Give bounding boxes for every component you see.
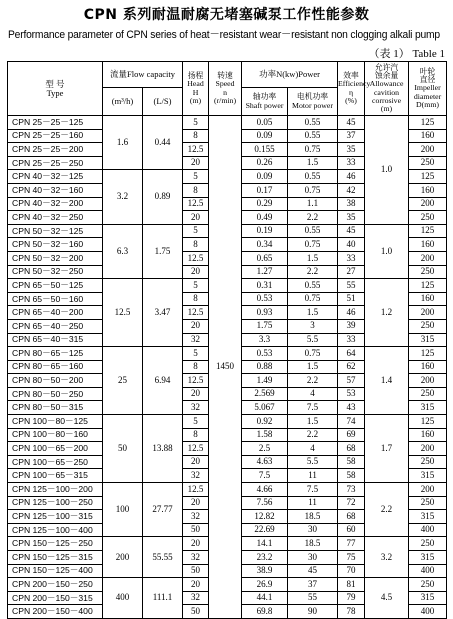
cell-shaft-power: 5.067: [242, 401, 288, 415]
header-speed: 转速 Speed n (r/min): [209, 62, 242, 116]
cell-motor-power: 0.55: [288, 224, 338, 238]
cell-motor-power: 0.75: [288, 183, 338, 197]
cell-shaft-power: 1.75: [242, 319, 288, 333]
cell-impeller: 200: [409, 442, 447, 456]
header-type: 型 号 Type: [8, 62, 103, 116]
cell-shaft-power: 23.2: [242, 551, 288, 565]
cell-speed: 1450: [209, 116, 242, 619]
cell-motor-power: 7.5: [288, 401, 338, 415]
cell-head: 5: [183, 224, 209, 238]
cell-motor-power: 2.2: [288, 265, 338, 279]
cell-flow-ls: 27.77: [143, 483, 183, 537]
cell-efficiency: 62: [338, 360, 365, 374]
cell-shaft-power: 1.27: [242, 265, 288, 279]
cell-efficiency: 78: [338, 605, 365, 619]
cell-motor-power: 37: [288, 578, 338, 592]
cell-shaft-power: 26.9: [242, 578, 288, 592]
cell-shaft-power: 2.5: [242, 442, 288, 456]
cell-shaft-power: 12.82: [242, 510, 288, 524]
cell-efficiency: 77: [338, 537, 365, 551]
cell-impeller: 160: [409, 292, 447, 306]
cell-type: CPN 40－32－200: [8, 197, 103, 211]
cell-impeller: 200: [409, 306, 447, 320]
cell-impeller: 250: [409, 578, 447, 592]
cell-type: CPN 65－40－315: [8, 333, 103, 347]
cell-motor-power: 1.1: [288, 197, 338, 211]
cell-shaft-power: 0.09: [242, 129, 288, 143]
cell-flow-m3h: 12.5: [103, 279, 143, 347]
header-efficiency: 效率 Efficiency η (%): [338, 62, 365, 116]
cell-shaft-power: 7.5: [242, 469, 288, 483]
cell-impeller: 315: [409, 469, 447, 483]
cell-motor-power: 2.2: [288, 428, 338, 442]
cell-impeller: 200: [409, 197, 447, 211]
cell-type: CPN 25－25－160: [8, 129, 103, 143]
cell-motor-power: 45: [288, 564, 338, 578]
cell-type: CPN 80－65－125: [8, 347, 103, 361]
cell-head: 8: [183, 238, 209, 252]
cell-motor-power: 2.2: [288, 374, 338, 388]
page-subtitle: Performance parameter of CPN series of heat－resistant wear－resistant non clogging alkali pump: [8, 29, 440, 41]
cell-head: 12.5: [183, 306, 209, 320]
cell-efficiency: 51: [338, 292, 365, 306]
cell-impeller: 160: [409, 428, 447, 442]
cell-npsh: 1.4: [365, 347, 409, 415]
cell-head: 32: [183, 333, 209, 347]
cell-efficiency: 46: [338, 170, 365, 184]
cell-type: CPN 80－50－200: [8, 374, 103, 388]
cell-efficiency: 81: [338, 578, 365, 592]
cell-motor-power: 18.5: [288, 537, 338, 551]
cell-shaft-power: 69.8: [242, 605, 288, 619]
cell-efficiency: 27: [338, 265, 365, 279]
cell-type: CPN 200－150－250: [8, 578, 103, 592]
cell-type: CPN 50－32－200: [8, 251, 103, 265]
cell-head: 32: [183, 401, 209, 415]
cell-type: CPN 40－32－250: [8, 211, 103, 225]
header-shaft-power: 轴功率 Shaft power: [242, 88, 288, 116]
cell-efficiency: 74: [338, 415, 365, 429]
cell-impeller: 125: [409, 224, 447, 238]
cell-type: CPN 125－100－400: [8, 523, 103, 537]
cell-shaft-power: 0.155: [242, 143, 288, 157]
cell-shaft-power: 0.17: [242, 183, 288, 197]
header-impeller: 叶轮 直径 Impeller diameter D(mm): [409, 62, 447, 116]
cell-efficiency: 58: [338, 469, 365, 483]
cell-npsh: 1.0: [365, 116, 409, 225]
cell-efficiency: 73: [338, 483, 365, 497]
cell-impeller: 160: [409, 238, 447, 252]
cell-shaft-power: 0.92: [242, 415, 288, 429]
cell-type: CPN 50－32－125: [8, 224, 103, 238]
table-number: （表 1） Table 1: [368, 48, 445, 60]
cell-type: CPN 80－50－250: [8, 387, 103, 401]
header-power: 功率N(kw)Power: [242, 62, 338, 88]
table-body: [8, 116, 447, 619]
cell-shaft-power: 1.58: [242, 428, 288, 442]
cell-type: CPN 65－50－160: [8, 292, 103, 306]
cell-impeller: 200: [409, 143, 447, 157]
cell-head: 20: [183, 319, 209, 333]
header-flow-m3h: (m³/h): [103, 88, 143, 116]
cell-motor-power: 11: [288, 496, 338, 510]
cell-shaft-power: 0.53: [242, 292, 288, 306]
cell-efficiency: 55: [338, 279, 365, 293]
cell-type: CPN 100－80－160: [8, 428, 103, 442]
cell-shaft-power: 0.26: [242, 156, 288, 170]
cell-impeller: 250: [409, 496, 447, 510]
cell-shaft-power: 4.63: [242, 455, 288, 469]
cell-efficiency: 35: [338, 143, 365, 157]
cell-shaft-power: 0.29: [242, 197, 288, 211]
cell-impeller: 125: [409, 347, 447, 361]
cell-shaft-power: 2.569: [242, 387, 288, 401]
cell-impeller: 160: [409, 129, 447, 143]
cell-flow-ls: 3.47: [143, 279, 183, 347]
cell-head: 5: [183, 170, 209, 184]
cell-head: 50: [183, 523, 209, 537]
cell-flow-ls: 1.75: [143, 224, 183, 278]
cell-motor-power: 0.75: [288, 143, 338, 157]
cell-efficiency: 58: [338, 455, 365, 469]
cell-head: 20: [183, 496, 209, 510]
cell-impeller: 315: [409, 401, 447, 415]
cell-motor-power: 0.55: [288, 129, 338, 143]
cell-efficiency: 37: [338, 129, 365, 143]
cell-impeller: 315: [409, 591, 447, 605]
cell-type: CPN 50－32－160: [8, 238, 103, 252]
cell-impeller: 200: [409, 374, 447, 388]
cell-head: 8: [183, 292, 209, 306]
cell-head: 50: [183, 564, 209, 578]
cell-type: CPN 25－25－125: [8, 116, 103, 130]
cell-shaft-power: 1.49: [242, 374, 288, 388]
cell-npsh: 1.2: [365, 279, 409, 347]
cell-head: 12.5: [183, 251, 209, 265]
cell-npsh: 2.2: [365, 483, 409, 537]
cell-motor-power: 0.55: [288, 279, 338, 293]
cell-shaft-power: 0.05: [242, 116, 288, 130]
cell-efficiency: 33: [338, 156, 365, 170]
cell-motor-power: 1.5: [288, 156, 338, 170]
header-motor-power: 电机功率 Motor power: [288, 88, 338, 116]
cell-head: 5: [183, 415, 209, 429]
cell-impeller: 250: [409, 211, 447, 225]
cell-head: 12.5: [183, 442, 209, 456]
cell-shaft-power: 7.56: [242, 496, 288, 510]
cell-type: CPN 100－80－125: [8, 415, 103, 429]
cell-impeller: 315: [409, 510, 447, 524]
cell-impeller: 250: [409, 265, 447, 279]
cell-head: 20: [183, 156, 209, 170]
cell-efficiency: 39: [338, 319, 365, 333]
cell-head: 20: [183, 578, 209, 592]
cell-shaft-power: 0.34: [242, 238, 288, 252]
cell-efficiency: 42: [338, 183, 365, 197]
cell-head: 5: [183, 347, 209, 361]
cell-type: CPN 150－125－400: [8, 564, 103, 578]
cell-flow-m3h: 200: [103, 537, 143, 578]
table-row: [8, 116, 447, 130]
cell-head: 20: [183, 387, 209, 401]
cell-npsh: 3.2: [365, 537, 409, 578]
cell-shaft-power: 3.3: [242, 333, 288, 347]
cell-impeller: 125: [409, 170, 447, 184]
cell-impeller: 160: [409, 360, 447, 374]
cell-shaft-power: 0.88: [242, 360, 288, 374]
cell-impeller: 125: [409, 279, 447, 293]
cell-shaft-power: 0.19: [242, 224, 288, 238]
cell-type: CPN 100－65－250: [8, 455, 103, 469]
cell-motor-power: 7.5: [288, 483, 338, 497]
cell-type: CPN 100－65－200: [8, 442, 103, 456]
cell-motor-power: 4: [288, 387, 338, 401]
cell-type: CPN 150－125－250: [8, 537, 103, 551]
cell-efficiency: 72: [338, 496, 365, 510]
cell-npsh: 1.7: [365, 415, 409, 483]
cell-flow-ls: 0.44: [143, 116, 183, 170]
cell-type: CPN 65－50－125: [8, 279, 103, 293]
cell-head: 20: [183, 211, 209, 225]
cell-type: CPN 80－65－160: [8, 360, 103, 374]
performance-table: [7, 61, 447, 619]
cell-impeller: 250: [409, 537, 447, 551]
cell-shaft-power: 14.1: [242, 537, 288, 551]
cell-efficiency: 40: [338, 238, 365, 252]
cell-head: 32: [183, 591, 209, 605]
cell-type: CPN 150－125－315: [8, 551, 103, 565]
cell-head: 32: [183, 551, 209, 565]
cell-impeller: 200: [409, 251, 447, 265]
cell-motor-power: 3: [288, 319, 338, 333]
cell-type: CPN 80－50－315: [8, 401, 103, 415]
cell-motor-power: 5.5: [288, 455, 338, 469]
cell-motor-power: 1.5: [288, 251, 338, 265]
header-head: 扬程 Head H (m): [183, 62, 209, 116]
cell-flow-m3h: 3.2: [103, 170, 143, 224]
header-npsh: 允许汽 蚀余量 Allowance cavition corrosive (m): [365, 62, 409, 116]
cell-motor-power: 5.5: [288, 333, 338, 347]
cell-head: 32: [183, 510, 209, 524]
cell-shaft-power: 0.93: [242, 306, 288, 320]
cell-motor-power: 0.55: [288, 170, 338, 184]
cell-type: CPN 200－150－400: [8, 605, 103, 619]
cell-flow-ls: 111.1: [143, 578, 183, 619]
cell-flow-ls: 0.89: [143, 170, 183, 224]
cell-impeller: 315: [409, 551, 447, 565]
cell-efficiency: 33: [338, 251, 365, 265]
cell-head: 12.5: [183, 374, 209, 388]
cell-impeller: 315: [409, 333, 447, 347]
cell-shaft-power: 4.66: [242, 483, 288, 497]
cell-impeller: 125: [409, 116, 447, 130]
cell-shaft-power: 38.9: [242, 564, 288, 578]
header-flow: 流量Flow capacity: [103, 62, 183, 88]
cell-motor-power: 18.5: [288, 510, 338, 524]
cell-motor-power: 30: [288, 551, 338, 565]
cell-efficiency: 75: [338, 551, 365, 565]
cell-motor-power: 55: [288, 591, 338, 605]
cell-efficiency: 70: [338, 564, 365, 578]
cell-efficiency: 45: [338, 116, 365, 130]
cell-shaft-power: 0.09: [242, 170, 288, 184]
cell-head: 12.5: [183, 143, 209, 157]
cell-head: 8: [183, 129, 209, 143]
cell-motor-power: 0.75: [288, 292, 338, 306]
cell-head: 5: [183, 116, 209, 130]
cell-type: CPN 100－65－315: [8, 469, 103, 483]
cell-type: CPN 125－100－315: [8, 510, 103, 524]
cell-npsh: 4.5: [365, 578, 409, 619]
cell-impeller: 400: [409, 523, 447, 537]
cell-motor-power: 1.5: [288, 360, 338, 374]
cell-efficiency: 33: [338, 333, 365, 347]
cell-impeller: 400: [409, 564, 447, 578]
cell-efficiency: 46: [338, 306, 365, 320]
cell-efficiency: 43: [338, 401, 365, 415]
cell-shaft-power: 0.31: [242, 279, 288, 293]
cell-impeller: 250: [409, 387, 447, 401]
cell-motor-power: 1.5: [288, 306, 338, 320]
cell-flow-m3h: 1.6: [103, 116, 143, 170]
cell-motor-power: 30: [288, 523, 338, 537]
cell-head: 20: [183, 537, 209, 551]
cell-type: CPN 50－32－250: [8, 265, 103, 279]
cell-motor-power: 4: [288, 442, 338, 456]
header-flow-ls: (L/S): [143, 88, 183, 116]
cell-efficiency: 68: [338, 510, 365, 524]
cell-impeller: 125: [409, 415, 447, 429]
cell-shaft-power: 44.1: [242, 591, 288, 605]
cell-efficiency: 57: [338, 374, 365, 388]
cell-motor-power: 0.75: [288, 347, 338, 361]
cell-motor-power: 0.75: [288, 238, 338, 252]
cell-flow-m3h: 6.3: [103, 224, 143, 278]
cell-type: CPN 200－150－315: [8, 591, 103, 605]
cell-impeller: 250: [409, 319, 447, 333]
cell-head: 32: [183, 469, 209, 483]
cell-type: CPN 125－100－200: [8, 483, 103, 497]
cell-head: 5: [183, 279, 209, 293]
cell-flow-m3h: 50: [103, 415, 143, 483]
cell-efficiency: 79: [338, 591, 365, 605]
cell-type: CPN 25－25－200: [8, 143, 103, 157]
cell-type: CPN 65－40－200: [8, 306, 103, 320]
cell-motor-power: 2.2: [288, 211, 338, 225]
cell-motor-power: 1.5: [288, 415, 338, 429]
cell-type: CPN 40－32－160: [8, 183, 103, 197]
cell-head: 12.5: [183, 483, 209, 497]
cell-type: CPN 65－40－250: [8, 319, 103, 333]
cell-shaft-power: 0.49: [242, 211, 288, 225]
cell-efficiency: 64: [338, 347, 365, 361]
cell-flow-m3h: 400: [103, 578, 143, 619]
cell-impeller: 250: [409, 455, 447, 469]
cell-efficiency: 69: [338, 428, 365, 442]
cell-shaft-power: 0.65: [242, 251, 288, 265]
cell-head: 50: [183, 605, 209, 619]
cell-efficiency: 68: [338, 442, 365, 456]
cell-efficiency: 60: [338, 523, 365, 537]
cell-motor-power: 0.55: [288, 116, 338, 130]
cell-efficiency: 38: [338, 197, 365, 211]
cell-head: 8: [183, 183, 209, 197]
cell-flow-ls: 13.88: [143, 415, 183, 483]
cell-efficiency: 35: [338, 211, 365, 225]
cell-head: 12.5: [183, 197, 209, 211]
cell-flow-ls: 6.94: [143, 347, 183, 415]
cell-type: CPN 25－25－250: [8, 156, 103, 170]
page-title: CPN 系列耐温耐腐无堵塞碱泵工作性能参数: [83, 7, 370, 23]
cell-type: CPN 125－100－250: [8, 496, 103, 510]
cell-efficiency: 53: [338, 387, 365, 401]
cell-flow-ls: 55.55: [143, 537, 183, 578]
cell-head: 20: [183, 265, 209, 279]
cell-shaft-power: 0.53: [242, 347, 288, 361]
cell-npsh: 1.0: [365, 224, 409, 278]
cell-motor-power: 90: [288, 605, 338, 619]
cell-motor-power: 11: [288, 469, 338, 483]
cell-impeller: 250: [409, 156, 447, 170]
cell-head: 8: [183, 428, 209, 442]
cell-impeller: 400: [409, 605, 447, 619]
cell-head: 8: [183, 360, 209, 374]
cell-type: CPN 40－32－125: [8, 170, 103, 184]
cell-head: 20: [183, 455, 209, 469]
cell-impeller: 160: [409, 183, 447, 197]
cell-shaft-power: 22.69: [242, 523, 288, 537]
cell-efficiency: 45: [338, 224, 365, 238]
cell-flow-m3h: 25: [103, 347, 143, 415]
cell-impeller: 200: [409, 483, 447, 497]
cell-flow-m3h: 100: [103, 483, 143, 537]
